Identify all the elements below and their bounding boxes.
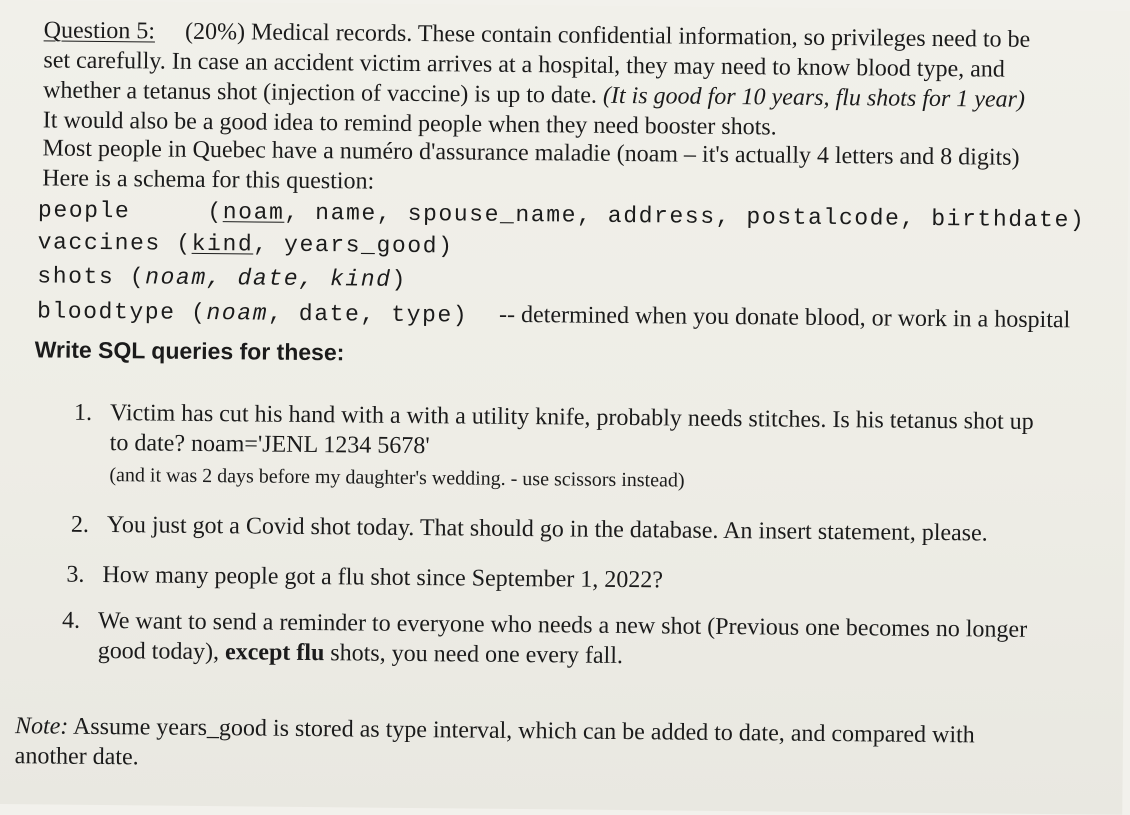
item-4-number: 4.	[61, 607, 81, 634]
item-4-line-2c: shots, you need one every fall.	[324, 640, 624, 670]
question-item-3	[66, 561, 663, 595]
schema-vaccines-table: vaccines	[37, 229, 162, 257]
note-label: Note:	[14, 713, 69, 740]
item-2-line-1: You just got a Covid shot today. That should go in the database. An insert statement, please.	[106, 512, 988, 547]
schema-vaccines-columns: , years_good)	[253, 231, 454, 260]
schema-shots-table: shots	[37, 263, 115, 291]
question-intro-text-3a: whether a tetanus shot (injection of vaccine) is up to date.	[43, 77, 604, 109]
note-line-1	[15, 712, 975, 749]
schema-vaccines-key: kind	[191, 230, 254, 258]
item-1-line-1: Victim has cut his hand with a with a utility knife, probably needs stitches. Is his tetanus shot up	[109, 400, 1034, 435]
schema-people	[38, 196, 1086, 234]
question-intro-line-5: Most people in Quebec have a numéro d'assurance maladie (noam – it's actually 4 letters and 8 digits)	[42, 135, 1020, 171]
question-intro-text-1: (20%) Medical records. These contain confidential information, so privileges need to be	[184, 18, 1031, 53]
item-3-line-1: How many people got a flu shot since September 1, 2022?	[102, 562, 664, 594]
question-item-2	[71, 511, 988, 548]
question-intro-text-3b: (It is good for 10 years, flu shots for 1 year)	[602, 82, 1026, 113]
item-4-line-1: We want to send a reminder to everyone who needs a new shot (Previous one becomes no longer	[97, 607, 1028, 643]
question-intro-line-6: Here is a schema for this question:	[42, 165, 375, 195]
item-4-line-2a: good today),	[97, 637, 226, 666]
schema-bloodtype-open: (	[190, 299, 207, 326]
note-line-2: another date.	[14, 743, 139, 771]
schema-shots	[37, 262, 407, 294]
schema-vaccines-open: (	[176, 230, 192, 257]
schema-bloodtype-comment: -- determined when you donate blood, or work in a hospital	[498, 301, 1071, 334]
schema-shots-open: (	[129, 264, 146, 291]
schema-vaccines	[38, 228, 454, 260]
question-intro-line-4: It would also be a good idea to remind people when they need booster shots.	[42, 107, 777, 141]
schema-people-table: people	[37, 197, 131, 225]
schema-people-key: noam	[222, 199, 285, 226]
schema-bloodtype-table: bloodtype	[36, 298, 176, 326]
schema-shots-close: )	[391, 266, 408, 293]
item-1-number: 1.	[73, 399, 93, 426]
item-3-number: 3.	[66, 561, 85, 588]
item-2-number: 2.	[70, 511, 90, 538]
schema-people-open: (	[207, 199, 223, 226]
question-label: Question 5:	[43, 17, 156, 45]
item-1-line-3: (and it was 2 days before my daughter's wedding. - use scissors instead)	[109, 464, 685, 492]
item-4-emphasis: except flu	[224, 639, 325, 667]
item-4-line-2	[98, 637, 623, 670]
schema-people-columns: , name, spouse_name, address, postalcode, birthdate)	[284, 199, 1086, 234]
schema-bloodtype-columns: , date, type)	[267, 300, 469, 329]
schema-bloodtype	[37, 296, 1071, 335]
item-1-line-2: to date? noam='JENL 1234 5678'	[109, 430, 430, 460]
schema-shots-keys: noam, date, kind	[145, 264, 392, 293]
schema-bloodtype-key: noam	[206, 299, 269, 327]
note-text-1: Assume years_good is stored as type interval, which can be added to date, and compared with	[68, 713, 975, 749]
question-intro-line-2: set carefully. In case an accident victim arrives at a hospital, they may need to know blood type, and	[43, 47, 1005, 83]
section-heading: Write SQL queries for these:	[34, 336, 345, 366]
